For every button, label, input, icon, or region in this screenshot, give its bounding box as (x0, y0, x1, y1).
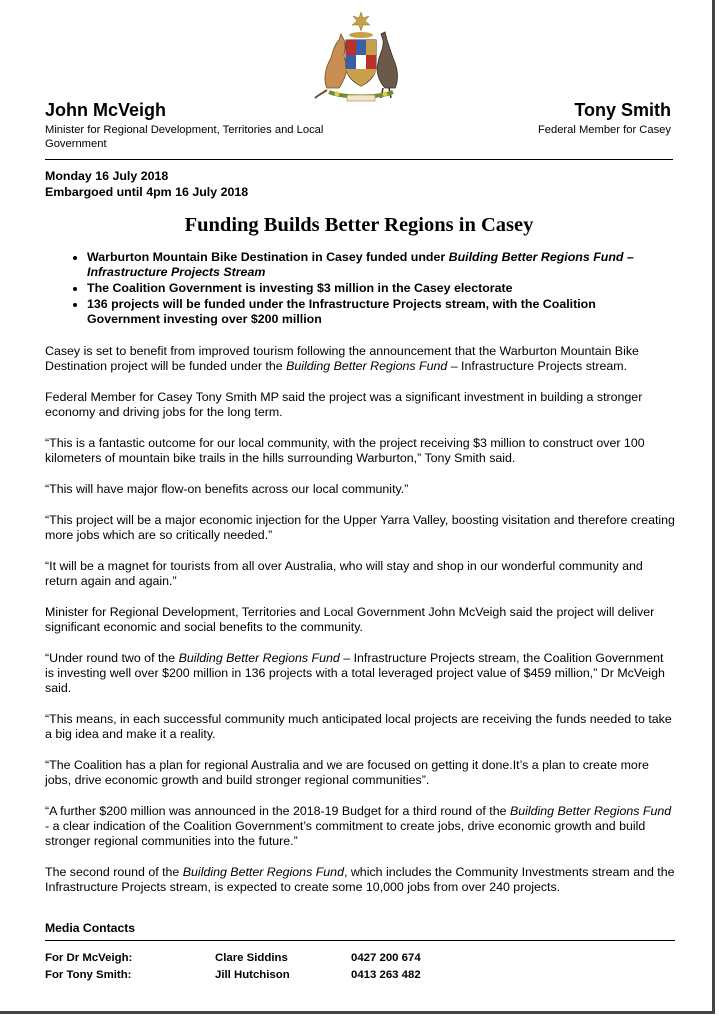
embargo-line: Embargoed until 4pm 16 July 2018 (45, 185, 249, 199)
contacts-divider (45, 940, 675, 941)
header-right (431, 99, 671, 137)
paragraph: Minister for Regional Development, Territories and Local Government John McVeigh said the project will deliver significant economic and social benefits to the community. (45, 605, 655, 634)
key-point: • 136 projects will be funded under the Infrastructure Projects stream, with the Coalition Government investing over $200 million (87, 297, 673, 327)
paragraph: “This means, in each successful community much anticipated local projects are receiving the funds needed to take a big idea and make it a reality. (45, 712, 672, 741)
minister-name: John McVeigh (45, 100, 167, 120)
paragraph: “This is a fantastic outcome for our local community, with the project receiving $3 million to construct over 100 kilometers of mountain bike trails in the hills surrounding Warburton,” Tony Smith said. (45, 436, 645, 465)
contact-label: For Dr McVeigh: (45, 952, 133, 964)
contact-phone: 0413 263 482 (351, 969, 421, 981)
member-role: Federal Member for Casey (537, 124, 671, 136)
paragraph: “A further $200 million was announced in the 2018-19 Budget for a third round of the Building Better Regions Fund - a clear indication of the Coalition Government’s commitment to create jobs, drive economic growth and build stronger regional communities into the future.” (45, 804, 672, 848)
paragraph: “This project will be a major economic injection for the Upper Yarra Valley, boosting visitation and therefore creating more jobs which are so critically needed.” (45, 513, 675, 542)
contact-name: Jill Hutchison (215, 969, 290, 981)
paragraph: Casey is set to benefit from improved tourism following the announcement that the Warburton Mountain Bike Destination project will be funded under the Building Better Regions Fund – Infrastructure Projects stream. (45, 344, 639, 373)
key-point: • The Coalition Government is investing $3 million in the Casey electorate (87, 281, 673, 296)
paragraph: “This will have major flow-on benefits across our local community.” (45, 482, 409, 496)
minister-role: Minister for Regional Development, Territories and Local Government (45, 124, 324, 150)
page-title: Funding Builds Better Regions in Casey (184, 214, 534, 236)
contact-name: Clare Siddins (215, 952, 288, 964)
paragraph: “The Coalition has a plan for regional Australia and we are focused on getting it done.It’s a plan to create more jobs, drive economic growth and build stronger regional communities”. (45, 758, 649, 787)
release-dates (45, 168, 248, 200)
contact-phone: 0427 200 674 (351, 952, 421, 964)
paragraph: Federal Member for Casey Tony Smith MP said the project was a significant investment in building a stronger economy and driving jobs for the long term. (45, 390, 643, 419)
coat-of-arms-icon (313, 10, 409, 102)
header-divider (45, 159, 673, 160)
media-contacts-heading: Media Contacts (45, 921, 136, 935)
key-point: • Warburton Mountain Bike Destination in Casey funded under Building Better Regions Fund – Infrastructure Projects Stream (87, 250, 673, 280)
contact-row (45, 950, 471, 967)
header-left (45, 99, 375, 151)
contact-row (45, 967, 471, 984)
body-text (45, 344, 675, 911)
key-points-list (45, 250, 673, 328)
contacts-table (45, 950, 471, 984)
release-date: Monday 16 July 2018 (45, 169, 169, 183)
member-name: Tony Smith (574, 100, 671, 120)
paragraph: “Under round two of the Building Better Regions Fund – Infrastructure Projects stream, the Coalition Government is investing well over $200 million in 136 projects with a total leveraged project value of $459 million,” Dr McVeigh said. (45, 651, 665, 695)
paragraph: “It will be a magnet for tourists from all over Australia, who will stay and shop in our wonderful community and return again and again.” (45, 559, 643, 588)
contact-label: For Tony Smith: (45, 969, 132, 981)
paragraph: The second round of the Building Better Regions Fund, which includes the Community Investments stream and the Infrastructure Projects stream, is expected to create some 10,000 jobs from over 240 projects. (45, 865, 675, 894)
